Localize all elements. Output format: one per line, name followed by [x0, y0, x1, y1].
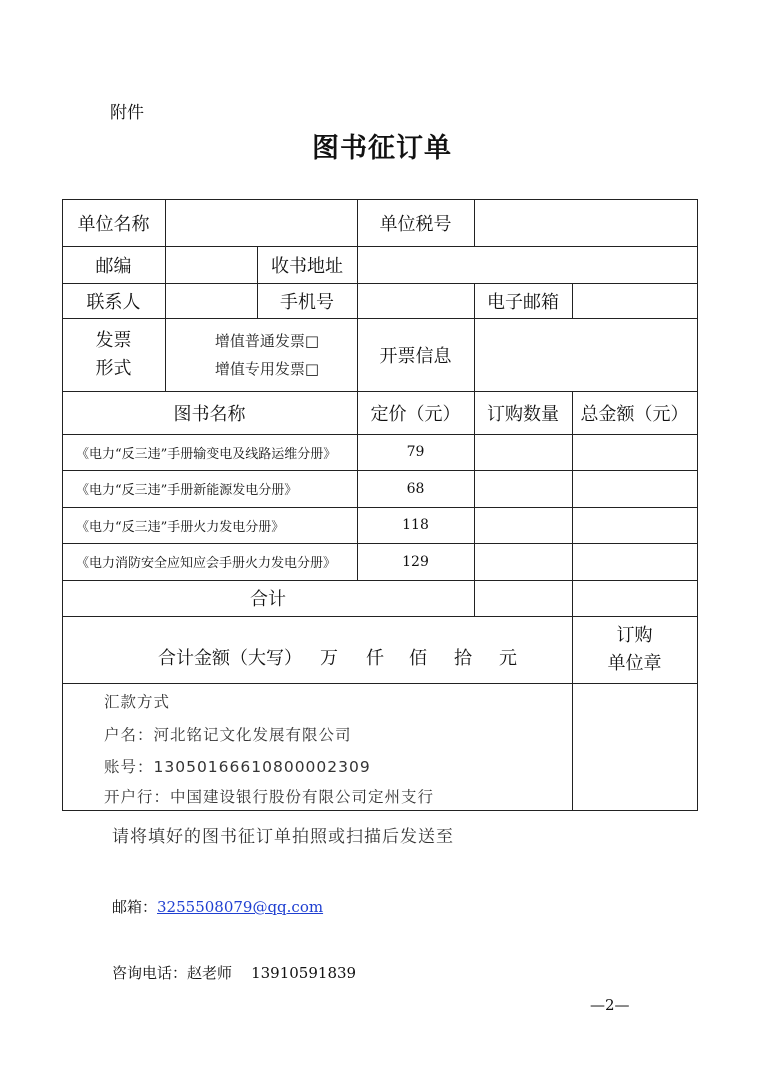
unit-name-field[interactable] — [165, 199, 357, 246]
email-label: 电子邮箱 — [487, 291, 559, 313]
unit-tax-label: 单位税号 — [379, 213, 452, 235]
unit-yuan: 元 — [499, 648, 517, 669]
book-price: 118 — [402, 517, 429, 533]
address-field[interactable] — [357, 246, 697, 283]
header-price: 定价（元） — [370, 403, 461, 425]
mobile-label: 手机号 — [280, 291, 334, 313]
book-amount-field[interactable] — [572, 470, 697, 507]
header-quantity: 订购数量 — [487, 403, 559, 425]
unit-qian: 仟 — [366, 648, 384, 669]
header-book-name: 图书名称 — [173, 403, 246, 425]
account-name: 户名：河北铭记文化发展有限公司 — [104, 726, 352, 744]
book-amount-field[interactable] — [572, 507, 697, 543]
book-quantity-field[interactable] — [474, 470, 572, 507]
stamp-line-2: 单位章 — [607, 652, 662, 674]
book-amount-field[interactable] — [572, 543, 697, 580]
phone-prefix: 咨询电话：赵老师 — [112, 964, 233, 982]
phone-number: 13910591839 — [251, 964, 357, 982]
book-price: 79 — [406, 444, 425, 460]
unit-wan: 万 — [320, 648, 338, 669]
email-link[interactable]: 3255508079@qq.com — [157, 898, 324, 916]
contact-label: 联系人 — [86, 291, 141, 313]
invoice-label-line1: 发票 — [95, 329, 132, 351]
invoice-info-field[interactable] — [474, 318, 697, 391]
order-stamp-label — [572, 616, 697, 683]
invoice-info-label: 开票信息 — [379, 345, 452, 367]
email-field[interactable] — [572, 283, 697, 318]
account-number: 账号：13050166610800002309 — [104, 758, 371, 776]
email-prefix: 邮箱： — [112, 898, 158, 916]
attachment-label: 附件 — [110, 103, 144, 123]
postcode-field[interactable] — [165, 246, 257, 283]
postcode-label: 邮编 — [95, 255, 132, 277]
header-total-amount: 总金额（元） — [580, 403, 689, 425]
invoice-label-line2: 形式 — [95, 357, 132, 379]
book-name: 《电力“反三违”手册新能源发电分册》 — [76, 483, 298, 498]
stamp-area[interactable] — [572, 683, 697, 810]
invoice-options — [165, 318, 357, 391]
total-quantity-field[interactable] — [474, 580, 572, 616]
book-name: 《电力“反三违”手册火力发电分册》 — [76, 519, 285, 535]
unit-shi: 拾 — [454, 648, 472, 669]
total-label: 合计 — [250, 589, 286, 610]
unit-tax-field[interactable] — [474, 199, 697, 246]
invoice-option-ordinary[interactable]: 增值普通发票□ — [214, 331, 320, 350]
page-title: 图书征订单 — [312, 133, 452, 164]
invoice-type-label — [62, 318, 165, 391]
book-quantity-field[interactable] — [474, 434, 572, 470]
bank-name: 开户行：中国建设银行股份有限公司定州支行 — [104, 788, 435, 806]
total-amount-field[interactable] — [572, 580, 697, 616]
remittance-title: 汇款方式 — [104, 693, 171, 711]
book-name: 《电力“反三违”手册输变电及线路运维分册》 — [76, 446, 337, 462]
address-label: 收书地址 — [271, 255, 343, 277]
email-line — [112, 896, 323, 917]
page-number: —2— — [590, 996, 630, 1014]
book-quantity-field[interactable] — [474, 507, 572, 543]
stamp-line-1: 订购 — [616, 624, 653, 646]
mobile-field[interactable] — [357, 283, 474, 318]
book-quantity-field[interactable] — [474, 543, 572, 580]
book-price: 129 — [402, 553, 429, 570]
unit-name-label: 单位名称 — [77, 213, 150, 235]
amount-in-words-row — [62, 616, 572, 683]
contact-field[interactable] — [165, 283, 257, 318]
book-amount-field[interactable] — [572, 434, 697, 470]
amount-words-label: 合计金额（大写） — [158, 648, 302, 669]
phone-line — [112, 962, 356, 983]
book-price: 68 — [406, 480, 425, 497]
invoice-option-special[interactable]: 增值专用发票□ — [214, 359, 320, 378]
book-name: 《电力消防安全应知应会手册火力发电分册》 — [76, 556, 337, 571]
unit-bai: 佰 — [409, 648, 427, 669]
instruction-text: 请将填好的图书征订单拍照或扫描后发送至 — [112, 827, 454, 847]
